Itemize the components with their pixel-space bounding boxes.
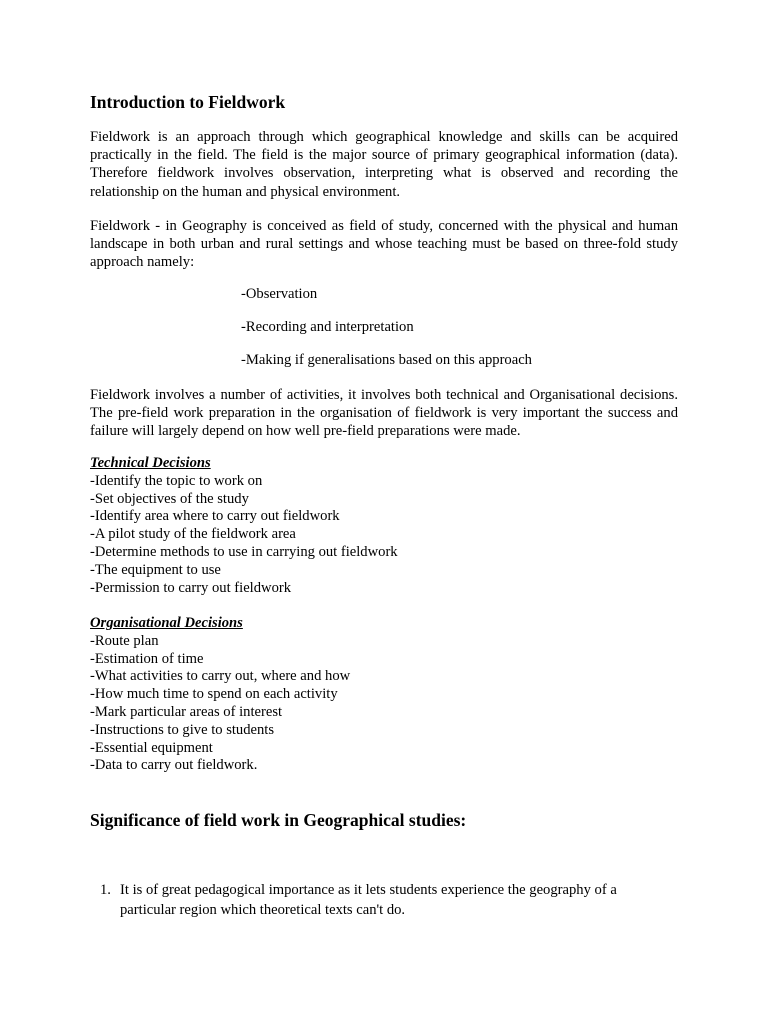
paragraph-activities: Fieldwork involves a number of activities, it involves both technical and Organisational decisions. The pre-field work preparation in the organisation of fieldwork is very important the success and failure will largely depend on how well pre-field preparations were made. xyxy=(90,387,678,440)
list-item-text: It is of great pedagogical importance as it lets students experience the geography of a particular region which theoretical texts can't do. xyxy=(120,882,617,918)
document-title: Introduction to Fieldwork xyxy=(90,92,286,112)
list-item: -Instructions to give to students xyxy=(90,721,275,738)
list-item: -Determine methods to use in carrying out fieldwork xyxy=(90,543,398,560)
list-item: -Route plan xyxy=(90,632,159,649)
list-item: -How much time to spend on each activity xyxy=(90,686,338,703)
list-item: -Mark particular areas of interest xyxy=(90,703,283,720)
organisational-decisions-heading: Organisational Decisions xyxy=(90,615,243,631)
organisational-decisions-section xyxy=(90,615,350,775)
list-item: -What activities to carry out, where and how xyxy=(90,668,351,685)
paragraph-intro: Fieldwork is an approach through which geographical knowledge and skills can be acquired practically in the field. The field is the major source of primary geographical information (data). Therefore fieldwork involves observation, interpreting what is observed and recording the relationship on the human and physical environment. xyxy=(90,129,678,200)
list-item: -The equipment to use xyxy=(90,561,221,578)
list-item: -Estimation of time xyxy=(90,650,204,667)
list-item: -Essential equipment xyxy=(90,739,213,756)
list-item: -Data to carry out fieldwork. xyxy=(90,757,258,774)
significance-heading: Significance of field work in Geographical studies: xyxy=(90,810,467,830)
list-item: -Set objectives of the study xyxy=(90,490,249,507)
approach-item-observation: -Observation xyxy=(241,286,318,302)
list-number: 1. xyxy=(100,882,111,898)
list-item: -Identify area where to carry out fieldwork xyxy=(90,508,340,525)
technical-decisions-section xyxy=(90,455,398,597)
list-item: -A pilot study of the fieldwork area xyxy=(90,526,296,543)
technical-decisions-list xyxy=(90,473,398,598)
technical-decisions-heading: Technical Decisions xyxy=(90,455,211,471)
approach-item-recording: -Recording and interpretation xyxy=(241,319,414,335)
paragraph-definition: Fieldwork - in Geography is conceived as field of study, concerned with the physical and human landscape in both urban and rural settings and whose teaching must be based on three-fold study approach namely: xyxy=(90,218,678,271)
list-item: -Permission to carry out fieldwork xyxy=(90,579,292,596)
significance-list-item xyxy=(90,880,678,920)
list-item: -Identify the topic to work on xyxy=(90,472,263,489)
organisational-decisions-list xyxy=(90,633,350,775)
approach-item-generalisations: -Making if generalisations based on this approach xyxy=(241,352,532,368)
